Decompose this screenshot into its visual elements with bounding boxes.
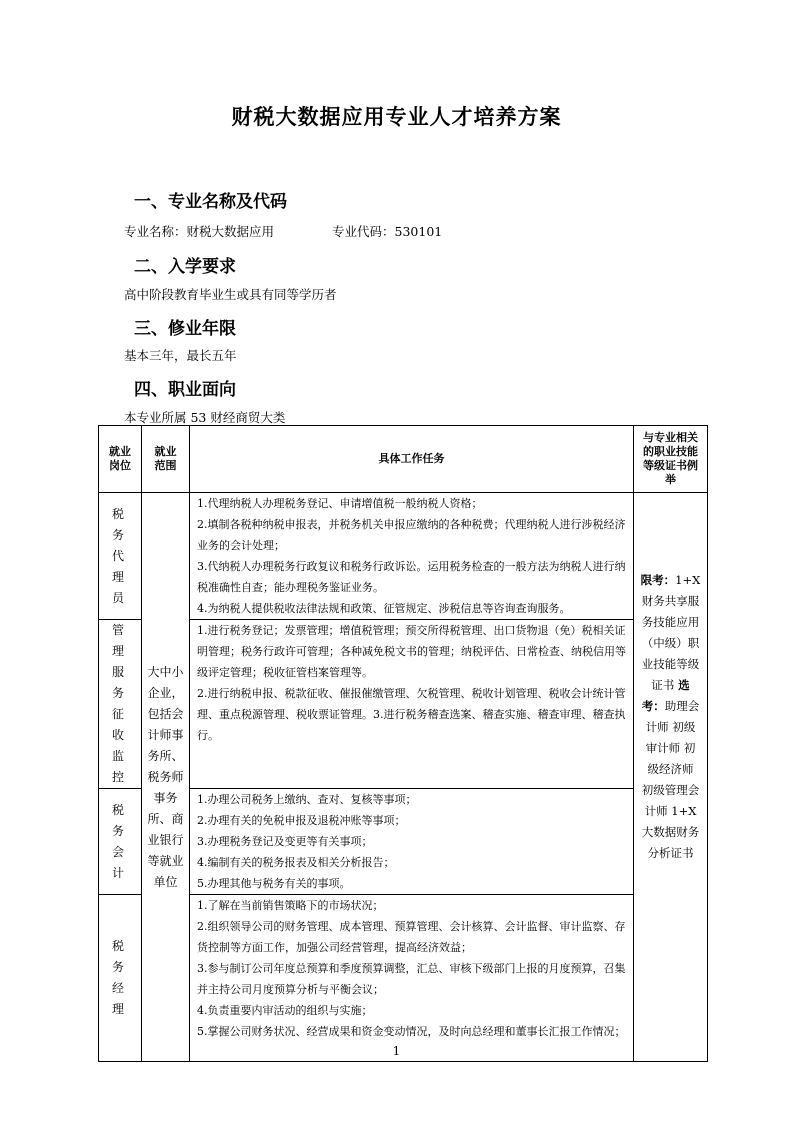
major-code: 专业代码：530101 bbox=[332, 224, 443, 239]
task-item: 1.办理公司税务上缴纳、查对、复核等事项； bbox=[197, 793, 417, 806]
tasks-cell bbox=[190, 620, 634, 789]
task-item: 1.进行税务登记；发票管理；增值税管理；预交所得税管理、出口货物退（免）税相关证明管理；税务行政许可管理；各种减免税文书的管理；纳税评估、日常检查、纳税信用等级评定管理；税收征管档案管理等。 bbox=[197, 624, 626, 679]
task-item: 4.为纳税人提供税收法律法规和政策、征管规定、涉税信息等咨询查询服务。 bbox=[197, 602, 571, 615]
post-cell: 税务会计 bbox=[99, 789, 142, 895]
section-heading-admission: 二、入学要求 bbox=[134, 257, 236, 277]
admission-text: 高中阶段教育毕业生或具有同等学历者 bbox=[124, 287, 337, 302]
cert-limit-text: 1+X 财务共享服务技能应用（中级）职业技能等级证书 bbox=[641, 573, 701, 692]
tasks-cell bbox=[190, 789, 634, 895]
post-cell: 税务代理员 bbox=[99, 493, 142, 620]
tasks-cell bbox=[190, 493, 634, 620]
task-item: 3.参与制订公司年度总预算和季度预算调整，汇总、审核下级部门上报的月度预算，召集并主持公司月度预算分析与平衡会议； bbox=[197, 962, 626, 996]
cert-limit-label: 限考： bbox=[640, 573, 676, 587]
career-text: 本专业所属 53 财经商贸大类 bbox=[124, 410, 286, 425]
table-header-row bbox=[99, 426, 708, 493]
header-tasks: 具体工作任务 bbox=[190, 426, 634, 493]
task-item: 1.代理纳税人办理税务登记、申请增值税一般纳税人资格； bbox=[197, 497, 483, 510]
task-item: 2.组织领导公司的财务管理、成本管理、预算管理、会计核算、会计监督、审计监察、存货控制等方面工作，加强公司经营管理，提高经济效益； bbox=[197, 920, 626, 954]
cert-cell bbox=[634, 493, 708, 1062]
table-row bbox=[99, 789, 708, 895]
header-scope: 就业范围 bbox=[142, 426, 190, 493]
scope-cell: 大中小企业，包括会计师事务所、税务师事务所、商业银行等就业单位 bbox=[142, 493, 190, 1062]
header-cert: 与专业相关的职业技能等级证书例举 bbox=[634, 426, 708, 493]
task-item: 5.掌握公司财务状况、经营成果和资金变动情况，及时向总经理和董事长汇报工作情况； bbox=[197, 1025, 626, 1038]
task-item: 2.进行纳税申报、税款征收、催报催缴管理、欠税管理、税收计划管理、税收会计统计管理、重点税源管理、税收票证管理。3.进行税务稽查选案、稽查实施、稽查审理、稽查执行。 bbox=[197, 687, 626, 742]
cert-select-label: 选考： bbox=[641, 678, 690, 713]
task-item: 4.负责重要内审活动的组织与实施； bbox=[197, 1004, 373, 1017]
task-item: 3.办理税务登记及变更等有关事项； bbox=[197, 835, 373, 848]
major-name: 专业名称：财税大数据应用 bbox=[124, 224, 275, 239]
task-item: 4.编制有关的税务报表及相关分析报告； bbox=[197, 856, 395, 869]
post-cell: 管理服务征收监控 bbox=[99, 620, 142, 789]
section-heading-career: 四、职业面向 bbox=[134, 380, 236, 400]
section-heading-duration: 三、修业年限 bbox=[134, 319, 236, 339]
task-item: 2.填制各税种纳税申报表，并税务机关申报应缴纳的各种税费；代理纳税人进行涉税经济业务的会计处理； bbox=[197, 518, 626, 552]
duration-text: 基本三年，最长五年 bbox=[124, 348, 237, 363]
major-name-line bbox=[124, 222, 442, 240]
page-number: 1 bbox=[392, 1044, 401, 1058]
table-row bbox=[99, 895, 708, 1062]
table-row bbox=[99, 620, 708, 789]
header-post: 就业岗位 bbox=[99, 426, 142, 493]
document-title: 财税大数据应用专业人才培养方案 bbox=[231, 105, 562, 129]
table-row bbox=[99, 493, 708, 620]
section-heading-major-name: 一、专业名称及代码 bbox=[134, 192, 287, 212]
post-cell: 税务经理 bbox=[99, 895, 142, 1062]
career-table bbox=[98, 425, 708, 1062]
task-item: 2.办理有关的免税申报及退税冲账等事项； bbox=[197, 814, 406, 827]
task-item: 5.办理其他与税务有关的事项。 bbox=[197, 877, 351, 890]
tasks-cell bbox=[190, 895, 634, 1062]
cert-select-text: 助理会计师 初级审计师 初级经济师 初级管理会计师 1+X 大数据财务分析证书 bbox=[641, 699, 700, 860]
task-item: 1.了解在当前销售策略下的市场状况； bbox=[197, 899, 384, 912]
task-item: 3.代纳税人办理税务行政复议和税务行政诉讼。运用税务检查的一般方法为纳税人进行纳税准确性自查；能办理税务鉴证业务。 bbox=[197, 560, 626, 594]
